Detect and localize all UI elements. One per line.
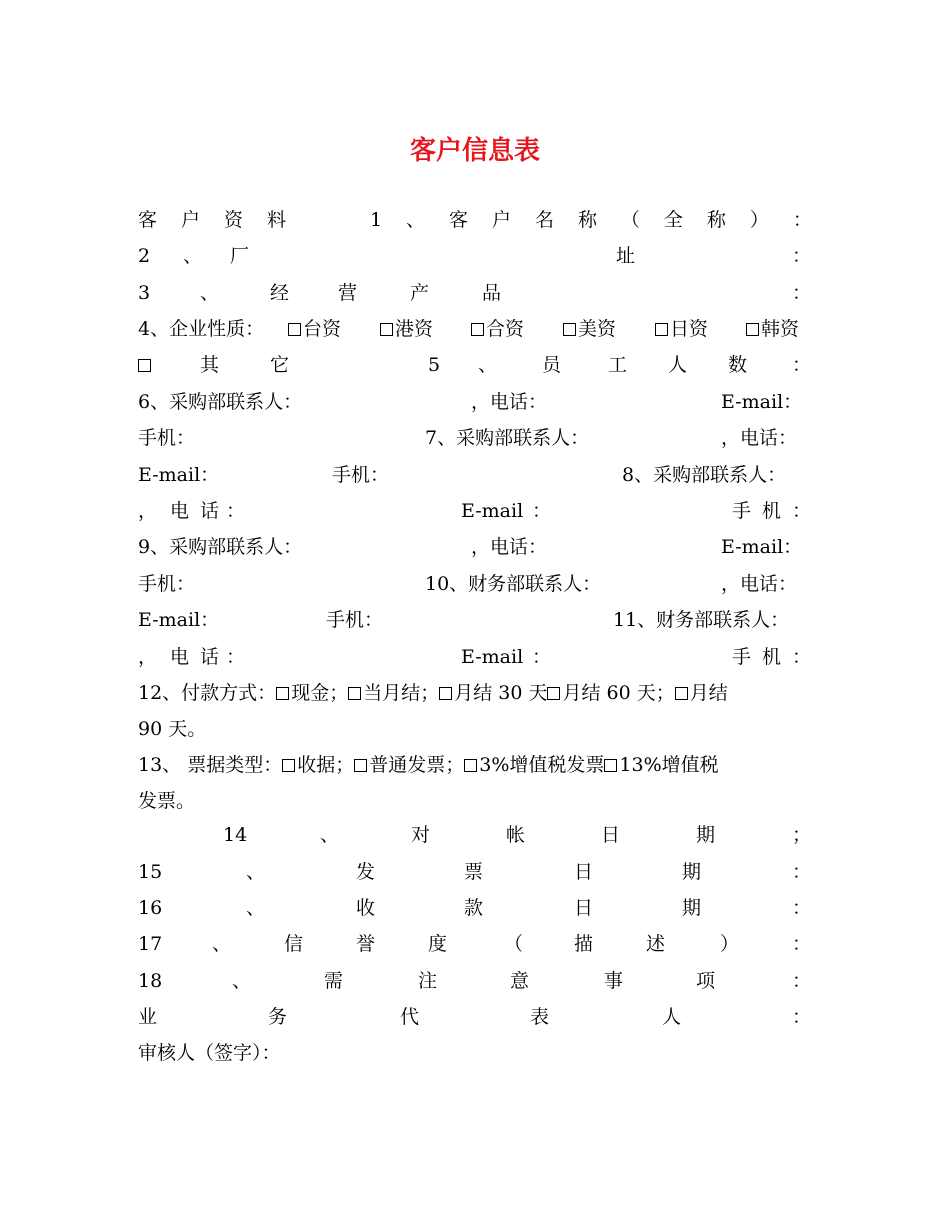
text: 11、财务部联系人： bbox=[613, 609, 790, 631]
text: ： bbox=[792, 354, 812, 376]
text: 表 bbox=[530, 1006, 550, 1028]
text: 、 bbox=[478, 354, 498, 376]
line-invoice-type bbox=[138, 750, 812, 780]
checkbox-vat-3[interactable] bbox=[464, 754, 604, 776]
checkbox-monthly-30[interactable] bbox=[439, 682, 547, 704]
text: 项 bbox=[696, 970, 716, 992]
option-label: 普通发票； bbox=[369, 754, 465, 776]
checkbox-icon bbox=[746, 323, 759, 336]
option-label: 3%增值税发票 bbox=[479, 754, 605, 776]
text: ： bbox=[792, 500, 812, 522]
text: 其 bbox=[200, 354, 220, 376]
text: 17 bbox=[138, 933, 163, 955]
option-label: 收据； bbox=[297, 754, 355, 776]
text: 称 bbox=[706, 209, 726, 231]
text: 12、付款方式： bbox=[138, 682, 277, 704]
text: 员 bbox=[542, 354, 562, 376]
text: 度 bbox=[428, 933, 448, 955]
text: 手机： bbox=[138, 427, 196, 449]
text: 工 bbox=[608, 354, 628, 376]
text: 人 bbox=[668, 354, 688, 376]
text: 10、财务部联系人： bbox=[425, 573, 602, 595]
text: 品 bbox=[482, 282, 502, 304]
text: 对 bbox=[411, 824, 431, 846]
text: 、 bbox=[320, 824, 340, 846]
checkbox-same-month[interactable] bbox=[348, 682, 439, 704]
text: ： bbox=[792, 970, 812, 992]
text: 址 bbox=[616, 245, 636, 267]
line-payment-continued bbox=[138, 714, 812, 744]
checkbox-japan[interactable] bbox=[655, 314, 708, 344]
text: 手机： bbox=[326, 609, 384, 631]
text: 期 bbox=[682, 861, 702, 883]
text: （ bbox=[620, 209, 640, 231]
checkbox-icon bbox=[276, 687, 289, 700]
text: 名 bbox=[534, 209, 554, 231]
checkbox-joint[interactable] bbox=[471, 314, 524, 344]
checkbox-icon bbox=[563, 323, 576, 336]
text: 称 bbox=[577, 209, 597, 231]
line-reconcile-date bbox=[138, 820, 812, 850]
checkbox-korea[interactable] bbox=[746, 314, 799, 344]
text: 日 bbox=[574, 861, 594, 883]
text: ） bbox=[749, 209, 769, 231]
text: 13、 票据类型： bbox=[138, 754, 283, 776]
text: ， bbox=[138, 500, 158, 522]
text: ，电话： bbox=[721, 573, 798, 595]
text: ， bbox=[138, 646, 158, 668]
line-contact-details-11 bbox=[138, 642, 812, 672]
checkbox-other[interactable] bbox=[138, 350, 153, 380]
text: ： bbox=[226, 646, 246, 668]
checkbox-icon bbox=[547, 687, 560, 700]
text: 需 bbox=[324, 970, 344, 992]
text: 经 bbox=[270, 282, 290, 304]
text: 数 bbox=[728, 354, 748, 376]
text: 5 bbox=[428, 354, 441, 376]
text: E-mail： bbox=[138, 464, 220, 486]
text: 帐 bbox=[506, 824, 526, 846]
option-label: 台资 bbox=[303, 318, 342, 340]
text: 人 bbox=[662, 1006, 682, 1028]
line-invoice-date bbox=[138, 857, 812, 887]
option-label: 月结 bbox=[689, 682, 728, 704]
line-contact-details-8 bbox=[138, 496, 812, 526]
text: 机 bbox=[762, 500, 782, 522]
text: 业 bbox=[138, 1006, 158, 1028]
text: 收 bbox=[356, 897, 376, 919]
text: 注 bbox=[418, 970, 438, 992]
text: E-mail： bbox=[721, 391, 803, 413]
checkbox-icon bbox=[439, 687, 452, 700]
option-label: 月结 30 天 bbox=[454, 682, 548, 704]
text: 机 bbox=[762, 646, 782, 668]
checkbox-icon bbox=[138, 359, 151, 372]
text: 述 bbox=[646, 933, 666, 955]
text: 、 bbox=[232, 970, 252, 992]
text: 审核人（签字）： bbox=[138, 1042, 281, 1064]
text: 1 bbox=[369, 209, 383, 231]
text: E-mail： bbox=[721, 536, 803, 558]
text: 发票。 bbox=[138, 790, 196, 812]
checkbox-icon bbox=[655, 323, 668, 336]
text: 9、采购部联系人： bbox=[138, 536, 303, 558]
checkbox-monthly-60[interactable] bbox=[547, 682, 674, 704]
text: ： bbox=[792, 245, 812, 267]
text: 产 bbox=[410, 282, 430, 304]
text: 、 bbox=[246, 897, 266, 919]
line-factory-address bbox=[138, 241, 812, 271]
line-purchase-contact-9 bbox=[138, 532, 812, 562]
text: 期 bbox=[696, 824, 716, 846]
text: 意 bbox=[510, 970, 530, 992]
checkbox-icon bbox=[348, 687, 361, 700]
checkbox-icon bbox=[354, 759, 367, 772]
text: ： bbox=[226, 500, 246, 522]
text: ； bbox=[792, 824, 812, 846]
text: 事 bbox=[604, 970, 624, 992]
option-label: 港资 bbox=[395, 318, 434, 340]
text: 4、企业性质： bbox=[138, 318, 265, 340]
checkbox-normal-invoice[interactable] bbox=[354, 754, 464, 776]
line-products bbox=[138, 278, 812, 308]
checkbox-us[interactable] bbox=[563, 314, 616, 344]
line-credit-rating bbox=[138, 929, 812, 959]
checkbox-icon bbox=[288, 323, 301, 336]
text: 手机： bbox=[138, 573, 196, 595]
text: 务 bbox=[268, 1006, 288, 1028]
text: E-mail bbox=[461, 646, 524, 668]
text: 票 bbox=[464, 861, 484, 883]
option-label: 13%增值税 bbox=[619, 754, 719, 776]
checkbox-taiwan[interactable] bbox=[288, 314, 341, 344]
line-finance-contact-10 bbox=[138, 569, 812, 599]
text: ： bbox=[532, 646, 552, 668]
text: 料 bbox=[266, 209, 286, 231]
text: 、 bbox=[183, 245, 203, 267]
text: （ bbox=[504, 933, 524, 955]
line-purchase-contact-8 bbox=[138, 460, 812, 490]
option-label: 月结 60 天； bbox=[562, 682, 675, 704]
text: 发 bbox=[356, 861, 376, 883]
line-purchase-contact-6 bbox=[138, 387, 812, 417]
line-invoice-continued bbox=[138, 786, 812, 816]
text: 日 bbox=[574, 897, 594, 919]
text: ，电话： bbox=[721, 427, 798, 449]
text: 款 bbox=[464, 897, 484, 919]
text: 8、采购部联系人： bbox=[622, 464, 787, 486]
text: ，电话： bbox=[471, 536, 548, 558]
line-payment-received-date bbox=[138, 893, 812, 923]
text: 电 bbox=[170, 646, 190, 668]
text: E-mail bbox=[461, 500, 524, 522]
text: ） bbox=[720, 933, 740, 955]
checkbox-icon bbox=[464, 759, 477, 772]
text: 16 bbox=[138, 897, 163, 919]
text: 6、采购部联系人： bbox=[138, 391, 303, 413]
checkbox-hongkong[interactable] bbox=[380, 314, 433, 344]
line-sales-representative bbox=[138, 1002, 812, 1032]
text: ： bbox=[792, 897, 812, 919]
option-label: 当月结； bbox=[363, 682, 440, 704]
checkbox-icon bbox=[380, 323, 393, 336]
checkbox-cash[interactable] bbox=[276, 682, 348, 704]
text: 描 bbox=[574, 933, 594, 955]
text: ： bbox=[792, 282, 812, 304]
text: ： bbox=[792, 933, 812, 955]
option-label: 现金； bbox=[291, 682, 349, 704]
option-label: 合资 bbox=[486, 318, 525, 340]
text: 代 bbox=[400, 1006, 420, 1028]
text: E-mail： bbox=[138, 609, 220, 631]
text: 话 bbox=[200, 646, 220, 668]
checkbox-vat-13[interactable] bbox=[604, 754, 718, 776]
text: ： bbox=[792, 1006, 812, 1028]
checkbox-icon bbox=[471, 323, 484, 336]
line-payment-method bbox=[138, 678, 812, 708]
text: 资 bbox=[223, 209, 243, 231]
line-purchase-contact-7 bbox=[138, 423, 812, 453]
text: 信 bbox=[284, 933, 304, 955]
text: 、 bbox=[246, 861, 266, 883]
text: 户 bbox=[491, 209, 511, 231]
text: 客 bbox=[448, 209, 468, 231]
text: ，电话： bbox=[471, 391, 548, 413]
text: 手 bbox=[732, 500, 752, 522]
text: 日 bbox=[601, 824, 621, 846]
line-notes bbox=[138, 966, 812, 996]
line-customer-info bbox=[138, 205, 812, 235]
option-label: 韩资 bbox=[761, 318, 800, 340]
line-finance-contact-11 bbox=[138, 605, 812, 635]
checkbox-icon bbox=[675, 687, 688, 700]
text: 誉 bbox=[356, 933, 376, 955]
text: 、 bbox=[212, 933, 232, 955]
option-label: 日资 bbox=[670, 318, 709, 340]
text: 3 bbox=[138, 282, 151, 304]
line-other-employees bbox=[138, 350, 812, 380]
text: ： bbox=[792, 209, 812, 231]
text: 14 bbox=[223, 824, 248, 846]
checkbox-receipt[interactable] bbox=[282, 754, 354, 776]
line-reviewer-signature bbox=[138, 1038, 812, 1068]
option-label: 美资 bbox=[578, 318, 617, 340]
text: 18 bbox=[138, 970, 163, 992]
text: 、 bbox=[406, 209, 426, 231]
text: 厂 bbox=[230, 245, 250, 267]
text: 90 天。 bbox=[138, 718, 207, 740]
text: 它 bbox=[270, 354, 290, 376]
text: 手 bbox=[732, 646, 752, 668]
text: 电 bbox=[170, 500, 190, 522]
text: 期 bbox=[682, 897, 702, 919]
text: 15 bbox=[138, 861, 163, 883]
text: ： bbox=[532, 500, 552, 522]
text: 营 bbox=[338, 282, 358, 304]
text: 客 bbox=[138, 209, 158, 231]
text: 全 bbox=[663, 209, 683, 231]
text: 2 bbox=[138, 245, 151, 267]
checkbox-icon bbox=[282, 759, 295, 772]
line-company-nature bbox=[138, 314, 812, 344]
text: ： bbox=[792, 646, 812, 668]
checkbox-icon bbox=[604, 759, 617, 772]
text: 、 bbox=[200, 282, 220, 304]
text: 手机： bbox=[332, 464, 390, 486]
checkbox-monthly-90[interactable] bbox=[675, 682, 728, 704]
document-title: 客户信息表 bbox=[409, 136, 540, 166]
text: ： bbox=[792, 861, 812, 883]
text: 话 bbox=[200, 500, 220, 522]
text: 7、采购部联系人： bbox=[425, 427, 590, 449]
text: 户 bbox=[180, 209, 200, 231]
